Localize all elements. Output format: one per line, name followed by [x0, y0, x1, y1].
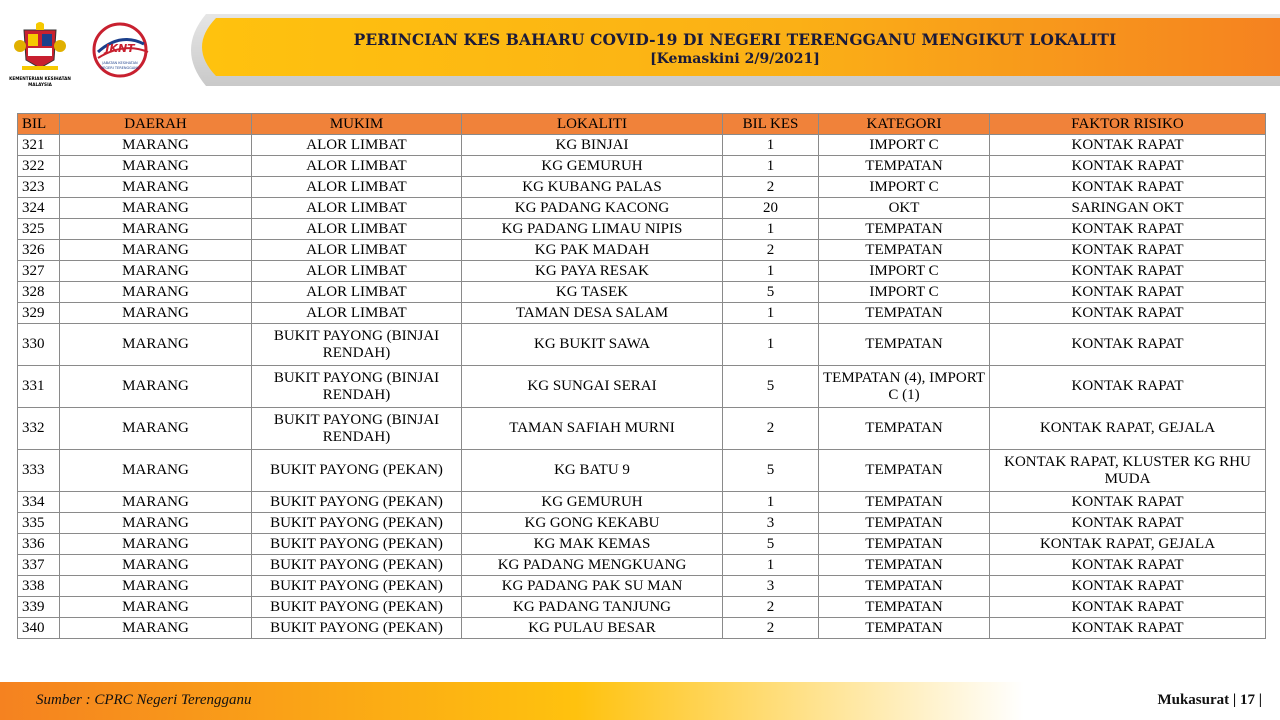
- cell-lokaliti: KG TASEK: [462, 282, 723, 303]
- cell-daerah: MARANG: [60, 450, 252, 492]
- cell-daerah: MARANG: [60, 555, 252, 576]
- page-subtitle: [Kemaskini 2/9/2021]: [650, 51, 820, 67]
- cell-lokaliti: KG BINJAI: [462, 135, 723, 156]
- cell-lokaliti: KG PULAU BESAR: [462, 618, 723, 639]
- cell-faktor-risiko: KONTAK RAPAT: [990, 513, 1266, 534]
- table-row: [18, 198, 1266, 219]
- cell-faktor-risiko: KONTAK RAPAT, GEJALA: [990, 408, 1266, 450]
- cell-bil-kes: 2: [723, 240, 819, 261]
- cell-bil-kes: 2: [723, 408, 819, 450]
- table-row: [18, 240, 1266, 261]
- cell-lokaliti: KG GEMURUH: [462, 492, 723, 513]
- cell-mukim: BUKIT PAYONG (PEKAN): [252, 492, 462, 513]
- cell-bil-kes: 1: [723, 492, 819, 513]
- cell-bil-kes: 5: [723, 534, 819, 555]
- cell-bil-kes: 5: [723, 450, 819, 492]
- table-row: [18, 408, 1266, 450]
- cell-lokaliti: KG GEMURUH: [462, 156, 723, 177]
- cell-daerah: MARANG: [60, 576, 252, 597]
- cell-bil-kes: 3: [723, 513, 819, 534]
- table-row: [18, 135, 1266, 156]
- table-row: [18, 177, 1266, 198]
- cell-daerah: MARANG: [60, 156, 252, 177]
- cell-mukim: ALOR LIMBAT: [252, 177, 462, 198]
- cell-bil-kes: 1: [723, 156, 819, 177]
- table-row: [18, 282, 1266, 303]
- cell-kategori: TEMPATAN: [819, 534, 990, 555]
- cell-mukim: ALOR LIMBAT: [252, 156, 462, 177]
- cell-lokaliti: KG MAK KEMAS: [462, 534, 723, 555]
- cases-table: [17, 113, 1266, 639]
- table-row: [18, 534, 1266, 555]
- table-row: [18, 618, 1266, 639]
- column-header-bil: BIL: [18, 114, 60, 135]
- header-text: [190, 30, 1280, 67]
- cell-faktor-risiko: KONTAK RAPAT: [990, 240, 1266, 261]
- cell-bil: 330: [18, 324, 60, 366]
- cell-bil: 322: [18, 156, 60, 177]
- cell-bil-kes: 5: [723, 366, 819, 408]
- cell-daerah: MARANG: [60, 135, 252, 156]
- table-body: [18, 135, 1266, 639]
- cell-faktor-risiko: KONTAK RAPAT: [990, 492, 1266, 513]
- cell-lokaliti: KG PADANG LIMAU NIPIS: [462, 219, 723, 240]
- cell-lokaliti: KG PAYA RESAK: [462, 261, 723, 282]
- cell-bil: 331: [18, 366, 60, 408]
- cell-bil-kes: 2: [723, 177, 819, 198]
- cell-bil: 334: [18, 492, 60, 513]
- cell-kategori: TEMPATAN: [819, 555, 990, 576]
- cell-bil-kes: 2: [723, 618, 819, 639]
- cell-kategori: IMPORT C: [819, 135, 990, 156]
- cell-bil-kes: 5: [723, 282, 819, 303]
- cell-bil: 333: [18, 450, 60, 492]
- table-row: [18, 450, 1266, 492]
- cell-kategori: TEMPATAN: [819, 576, 990, 597]
- cell-bil: 324: [18, 198, 60, 219]
- cell-faktor-risiko: KONTAK RAPAT: [990, 156, 1266, 177]
- cell-kategori: IMPORT C: [819, 261, 990, 282]
- table-row: [18, 597, 1266, 618]
- cell-mukim: BUKIT PAYONG (BINJAI RENDAH): [252, 366, 462, 408]
- table-row: [18, 261, 1266, 282]
- cell-mukim: BUKIT PAYONG (PEKAN): [252, 513, 462, 534]
- cell-faktor-risiko: KONTAK RAPAT: [990, 618, 1266, 639]
- cell-bil-kes: 2: [723, 597, 819, 618]
- cell-lokaliti: KG SUNGAI SERAI: [462, 366, 723, 408]
- cell-bil: 328: [18, 282, 60, 303]
- cell-faktor-risiko: SARINGAN OKT: [990, 198, 1266, 219]
- table-row: [18, 513, 1266, 534]
- page-title: PERINCIAN KES BAHARU COVID-19 DI NEGERI TERENGGANU MENGIKUT LOKALITI: [353, 30, 1117, 49]
- cell-bil: 327: [18, 261, 60, 282]
- cell-faktor-risiko: KONTAK RAPAT: [990, 261, 1266, 282]
- cell-bil: 329: [18, 303, 60, 324]
- cell-kategori: TEMPATAN: [819, 408, 990, 450]
- cell-bil-kes: 20: [723, 198, 819, 219]
- cell-daerah: MARANG: [60, 492, 252, 513]
- cell-faktor-risiko: KONTAK RAPAT: [990, 135, 1266, 156]
- column-header-faktor-risiko: FAKTOR RISIKO: [990, 114, 1266, 135]
- table-row: [18, 303, 1266, 324]
- cell-daerah: MARANG: [60, 303, 252, 324]
- cell-daerah: MARANG: [60, 198, 252, 219]
- svg-text:KEMENTERIAN KESIHATAN: KEMENTERIAN KESIHATAN: [9, 76, 71, 81]
- cell-faktor-risiko: KONTAK RAPAT: [990, 366, 1266, 408]
- cell-faktor-risiko: KONTAK RAPAT: [990, 555, 1266, 576]
- cell-faktor-risiko: KONTAK RAPAT: [990, 597, 1266, 618]
- svg-text:JABATAN KESIHATAN: JABATAN KESIHATAN: [102, 61, 138, 65]
- cell-lokaliti: TAMAN SAFIAH MURNI: [462, 408, 723, 450]
- table-row: [18, 576, 1266, 597]
- cell-kategori: TEMPATAN: [819, 597, 990, 618]
- cell-lokaliti: TAMAN DESA SALAM: [462, 303, 723, 324]
- cell-daerah: MARANG: [60, 597, 252, 618]
- cell-kategori: TEMPATAN: [819, 450, 990, 492]
- cell-bil: 337: [18, 555, 60, 576]
- cell-daerah: MARANG: [60, 408, 252, 450]
- cell-kategori: IMPORT C: [819, 282, 990, 303]
- cell-bil-kes: 1: [723, 135, 819, 156]
- cell-mukim: BUKIT PAYONG (BINJAI RENDAH): [252, 324, 462, 366]
- cell-lokaliti: KG PADANG MENGKUANG: [462, 555, 723, 576]
- cell-bil-kes: 1: [723, 219, 819, 240]
- cell-kategori: TEMPATAN: [819, 303, 990, 324]
- table-row: [18, 156, 1266, 177]
- cell-daerah: MARANG: [60, 240, 252, 261]
- cell-mukim: ALOR LIMBAT: [252, 135, 462, 156]
- cell-bil: 335: [18, 513, 60, 534]
- cell-faktor-risiko: KONTAK RAPAT, GEJALA: [990, 534, 1266, 555]
- cell-mukim: ALOR LIMBAT: [252, 240, 462, 261]
- cell-kategori: TEMPATAN: [819, 618, 990, 639]
- cell-kategori: IMPORT C: [819, 177, 990, 198]
- cell-kategori: TEMPATAN: [819, 513, 990, 534]
- cell-bil: 323: [18, 177, 60, 198]
- column-header-bil-kes: BIL KES: [723, 114, 819, 135]
- svg-text:JKNT: JKNT: [105, 42, 135, 55]
- cell-daerah: MARANG: [60, 366, 252, 408]
- cell-bil: 325: [18, 219, 60, 240]
- svg-text:NEGERI TERENGGANU: NEGERI TERENGGANU: [100, 66, 140, 70]
- cell-lokaliti: KG PADANG PAK SU MAN: [462, 576, 723, 597]
- cell-faktor-risiko: KONTAK RAPAT: [990, 576, 1266, 597]
- page-number: Mukasurat | 17 |: [1157, 692, 1262, 708]
- cell-bil: 340: [18, 618, 60, 639]
- cell-faktor-risiko: KONTAK RAPAT: [990, 177, 1266, 198]
- cell-lokaliti: KG PADANG TANJUNG: [462, 597, 723, 618]
- cell-kategori: OKT: [819, 198, 990, 219]
- cell-kategori: TEMPATAN: [819, 219, 990, 240]
- logo-area: [10, 22, 170, 92]
- svg-text:MALAYSIA: MALAYSIA: [28, 82, 52, 87]
- cell-daerah: MARANG: [60, 219, 252, 240]
- cell-daerah: MARANG: [60, 177, 252, 198]
- cell-lokaliti: KG BATU 9: [462, 450, 723, 492]
- cell-mukim: ALOR LIMBAT: [252, 219, 462, 240]
- cell-faktor-risiko: KONTAK RAPAT: [990, 303, 1266, 324]
- footer-source: Sumber : CPRC Negeri Terengganu: [36, 692, 252, 708]
- cell-mukim: BUKIT PAYONG (PEKAN): [252, 576, 462, 597]
- cell-mukim: BUKIT PAYONG (PEKAN): [252, 534, 462, 555]
- cell-bil: 326: [18, 240, 60, 261]
- cell-mukim: BUKIT PAYONG (PEKAN): [252, 618, 462, 639]
- cell-lokaliti: KG GONG KEKABU: [462, 513, 723, 534]
- cell-faktor-risiko: KONTAK RAPAT: [990, 282, 1266, 303]
- table-row: [18, 366, 1266, 408]
- cell-mukim: ALOR LIMBAT: [252, 198, 462, 219]
- cell-bil: 339: [18, 597, 60, 618]
- cell-daerah: MARANG: [60, 534, 252, 555]
- cell-mukim: ALOR LIMBAT: [252, 282, 462, 303]
- cell-mukim: ALOR LIMBAT: [252, 261, 462, 282]
- column-header-daerah: DAERAH: [60, 114, 252, 135]
- cell-faktor-risiko: KONTAK RAPAT, KLUSTER KG RHU MUDA: [990, 450, 1266, 492]
- cell-bil-kes: 1: [723, 303, 819, 324]
- cell-faktor-risiko: KONTAK RAPAT: [990, 219, 1266, 240]
- cell-bil: 336: [18, 534, 60, 555]
- table-row: [18, 219, 1266, 240]
- cell-bil-kes: 3: [723, 576, 819, 597]
- cell-daerah: MARANG: [60, 513, 252, 534]
- cell-mukim: BUKIT PAYONG (PEKAN): [252, 597, 462, 618]
- cell-daerah: MARANG: [60, 282, 252, 303]
- cell-bil: 338: [18, 576, 60, 597]
- jknt-logo: [84, 22, 164, 78]
- cell-lokaliti: KG KUBANG PALAS: [462, 177, 723, 198]
- cell-kategori: TEMPATAN: [819, 240, 990, 261]
- cell-kategori: TEMPATAN (4), IMPORT C (1): [819, 366, 990, 408]
- cell-mukim: BUKIT PAYONG (PEKAN): [252, 555, 462, 576]
- cell-lokaliti: KG PADANG KACONG: [462, 198, 723, 219]
- cell-bil: 332: [18, 408, 60, 450]
- cell-daerah: MARANG: [60, 618, 252, 639]
- cell-lokaliti: KG BUKIT SAWA: [462, 324, 723, 366]
- cell-mukim: BUKIT PAYONG (PEKAN): [252, 450, 462, 492]
- cell-mukim: ALOR LIMBAT: [252, 303, 462, 324]
- column-header-lokaliti: LOKALITI: [462, 114, 723, 135]
- column-header-mukim: MUKIM: [252, 114, 462, 135]
- table-row: [18, 324, 1266, 366]
- cell-daerah: MARANG: [60, 261, 252, 282]
- cell-kategori: TEMPATAN: [819, 492, 990, 513]
- table-row: [18, 555, 1266, 576]
- cell-mukim: BUKIT PAYONG (BINJAI RENDAH): [252, 408, 462, 450]
- cell-bil-kes: 1: [723, 324, 819, 366]
- cell-kategori: TEMPATAN: [819, 156, 990, 177]
- cell-bil-kes: 1: [723, 555, 819, 576]
- kkm-crest-logo: [9, 22, 71, 92]
- cell-bil: 321: [18, 135, 60, 156]
- table-header-row: [18, 114, 1266, 135]
- cell-bil-kes: 1: [723, 261, 819, 282]
- table-row: [18, 492, 1266, 513]
- cell-faktor-risiko: KONTAK RAPAT: [990, 324, 1266, 366]
- cell-daerah: MARANG: [60, 324, 252, 366]
- cell-lokaliti: KG PAK MADAH: [462, 240, 723, 261]
- cell-kategori: TEMPATAN: [819, 324, 990, 366]
- column-header-kategori: KATEGORI: [819, 114, 990, 135]
